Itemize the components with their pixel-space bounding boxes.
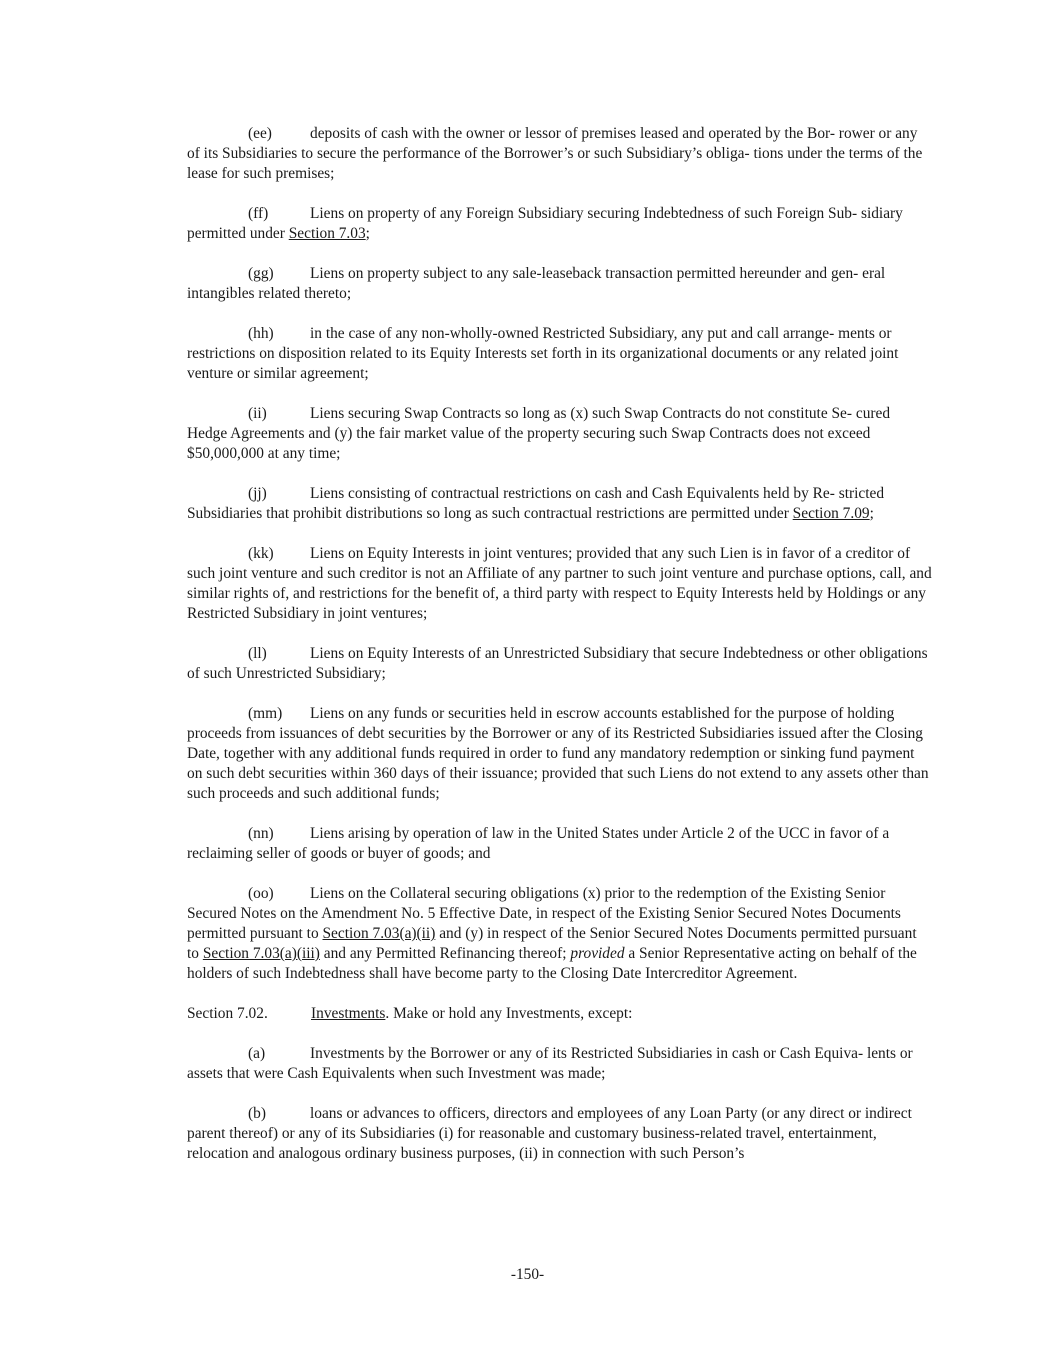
clause-text: a Senior Representative acting on behalf of the holders of such Indebtedness shall have become party to the Closing Date Intercreditor Agreement.	[187, 945, 917, 982]
section-intro: . Make or hold any Investments, except:	[385, 1005, 633, 1022]
clause-text: and any Permitted Refinancing thereof;	[319, 945, 571, 962]
clause-text: Liens consisting of contractual restrictions on cash and Cash Equivalents held by Re- stricted Subsidiaries that prohibit distributions so long as such contractual restrictions are permitted under	[187, 485, 885, 522]
clause-text: Liens on the Collateral securing obligations (x) prior to the redemption of the Existing Senior Secured Notes on the Amendment No. 5 Effective Date, in respect of the Existing Senior Secured Notes Documents permitted pursuant to	[187, 885, 901, 942]
clause-oo	[187, 884, 932, 984]
clause-label: (gg)	[248, 265, 274, 282]
document-body	[187, 124, 932, 1184]
clause-ee	[187, 124, 932, 184]
clause-text: ;	[365, 225, 370, 242]
clause-label: (oo)	[248, 885, 274, 902]
clause-text: deposits of cash with the owner or lessor of premises leased and operated by the Bor- rower or any of its Subsidiaries to secure the performance of the Borrower’s or such Subsidiary’s obliga- tions under the terms of the lease for such premises;	[187, 125, 923, 182]
clause-label: (mm)	[248, 705, 283, 722]
proviso-term: provided	[570, 945, 625, 962]
clause-label: (ll)	[248, 645, 267, 662]
clause-ii	[187, 404, 932, 464]
section-heading	[187, 1004, 932, 1024]
clause-label: (b)	[248, 1105, 266, 1122]
clause-ff	[187, 204, 932, 244]
section-reference: Section 7.03(a)(ii)	[322, 925, 436, 942]
section-number: Section 7.02.	[187, 1005, 268, 1022]
clause-nn	[187, 824, 932, 864]
clause-gg	[187, 264, 932, 304]
clause-text: loans or advances to officers, directors and employees of any Loan Party (or any direct or indirect parent thereof) or any of its Subsidiaries (i) for reasonable and customary business-related travel, entertainment, relocation and analogous ordinary business purposes, (ii) in connection with such Person’s	[187, 1105, 912, 1162]
clause-label: (hh)	[248, 325, 274, 342]
clause-text: in the case of any non-wholly-owned Restricted Subsidiary, any put and call arrange- ments or restrictions on disposition related to its Equity Interests set forth in its organizational documents or any related joint venture or similar agreement;	[187, 325, 899, 382]
clause-label: (ee)	[248, 125, 272, 142]
clause-label: (nn)	[248, 825, 274, 842]
clause-kk	[187, 544, 932, 624]
clause-text: ;	[869, 505, 874, 522]
clause-text: Liens on Equity Interests of an Unrestricted Subsidiary that secure Indebtedness or other obligations of such Unrestricted Subsidiary;	[187, 645, 928, 682]
clause-text: Liens on property subject to any sale-leaseback transaction permitted hereunder and gen- eral intangibles related thereto;	[187, 265, 886, 302]
clause-mm	[187, 704, 932, 804]
clause-text: Liens on property of any Foreign Subsidiary securing Indebtedness of such Foreign Sub- sidiary permitted under	[187, 205, 903, 242]
clause-label: (a)	[248, 1045, 266, 1062]
section-reference: Section 7.03(a)(iii)	[202, 945, 320, 962]
clause-ll	[187, 644, 932, 684]
clause-text: Liens arising by operation of law in the United States under Article 2 of the UCC in favor of a reclaiming seller of goods or buyer of goods; and	[187, 825, 890, 862]
clause-hh	[187, 324, 932, 384]
clause-text: Liens on any funds or securities held in escrow accounts established for the purpose of holding proceeds from issuances of debt securities by the Borrower or any of its Restricted Subsidiaries issued after the Closing Date, together with any additional funds required in order to fund any mandatory redemption or sinking fund payment on such debt securities within 360 days of their issuance; provided that such Liens do not extend to any assets other than such proceeds and such additional funds;	[187, 705, 929, 802]
clause-text: Liens on Equity Interests in joint ventures; provided that any such Lien is in favor of a creditor of such joint venture and such creditor is not an Affiliate of any partner to such joint venture and purchase options, call, and similar rights of, and restrictions for the benefit of, a third party with respect to Equity Interests held by Holdings or any Restricted Subsidiary in joint ventures;	[187, 545, 932, 622]
clause-label: (kk)	[248, 545, 274, 562]
clause-label: (ff)	[248, 205, 269, 222]
clause-b	[187, 1104, 932, 1164]
clause-a	[187, 1044, 932, 1084]
section-reference: Section 7.09	[792, 505, 870, 522]
clause-text: Investments by the Borrower or any of its Restricted Subsidiaries in cash or Cash Equiva- lents or assets that were Cash Equivalents when such Investment was made;	[187, 1045, 913, 1082]
section-reference: Section 7.03	[288, 225, 366, 242]
clause-text: and (y) in respect of the Senior Secured Notes Documents permitted pursuant to	[187, 925, 917, 962]
clause-label: (jj)	[248, 485, 267, 502]
clause-text: Liens securing Swap Contracts so long as (x) such Swap Contracts do not constitute Se- cured Hedge Agreements and (y) the fair market value of the property securing such Swap Contracts does not exceed $50,000,000 at any time;	[187, 405, 891, 462]
page-number: -150-	[510, 1266, 545, 1283]
clause-label: (ii)	[248, 405, 267, 422]
section-title: Investments	[311, 1005, 386, 1022]
clause-jj	[187, 484, 932, 524]
